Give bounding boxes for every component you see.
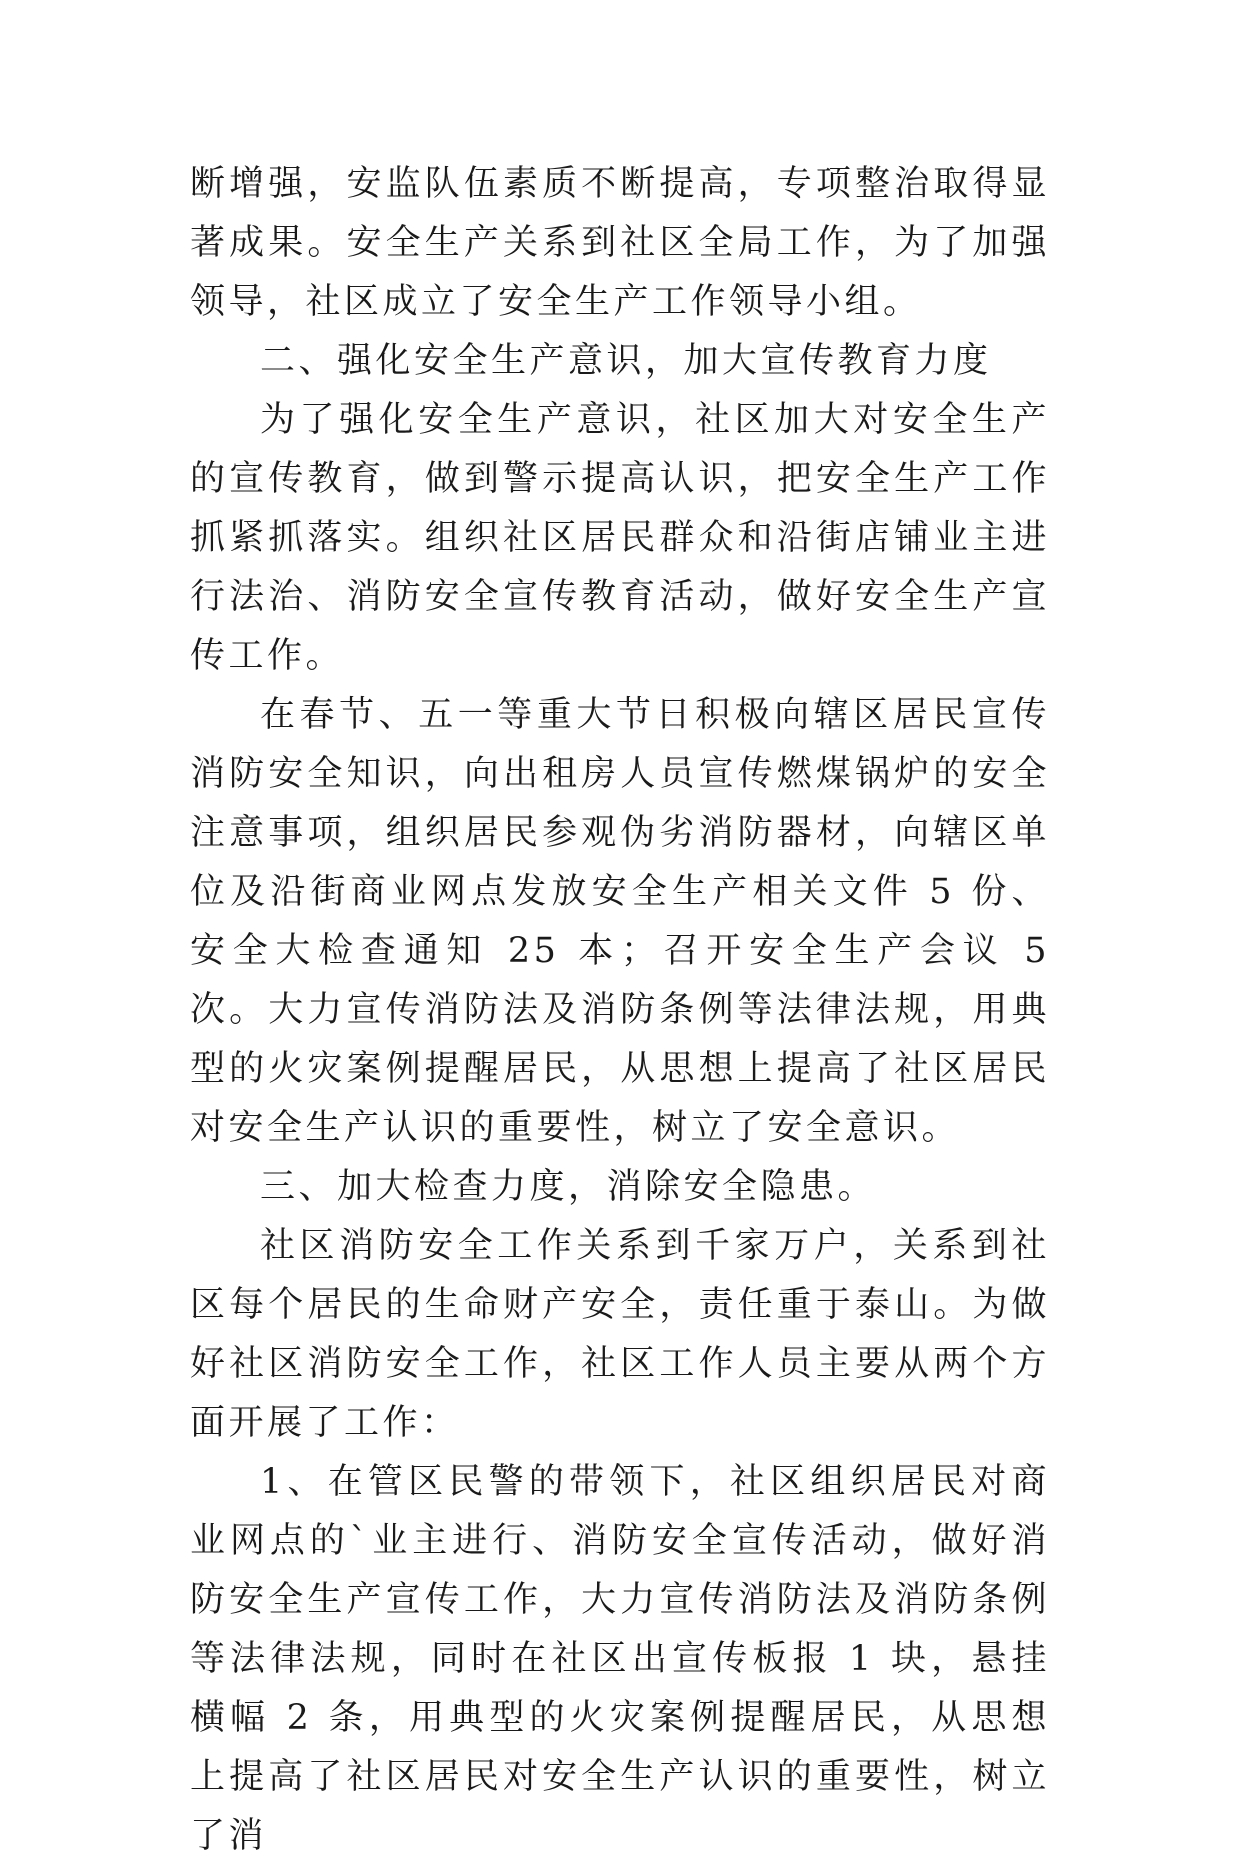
paragraph-7: 1、在管区民警的带领下，社区组织居民对商业网点的`业主进行、消防安全宣传活动，做好消防安全生产宣传工作，大力宣传消防法及消防条例等法律法规，同时在社区出宣传板报 1 块，悬挂横幅 2 条，用典型的火灾案例提醒居民，从思想上提高了社区居民对安全生产认识的重要性，树立了消 <box>190 1462 1050 1856</box>
section-heading-2: 二、强化安全生产意识，加大宣传教育力度 <box>260 341 992 381</box>
paragraph-6: 社区消防安全工作关系到千家万户，关系到社区每个居民的生命财产安全，责任重于泰山。为做好社区消防安全工作，社区工作人员主要从两个方面开展了工作： <box>190 1226 1050 1443</box>
paragraph-3: 为了强化安全生产意识，社区加大对安全生产的宣传教育，做到警示提高认识，把安全生产工作抓紧抓落实。组织社区居民群众和沿街店铺业主进行法治、消防安全宣传教育活动，做好安全生产宣传工作。 <box>190 400 1050 676</box>
paragraph-1: 断增强，安监队伍素质不断提高，专项整治取得显著成果。安全生产关系到社区全局工作，为了加强领导，社区成立了安全生产工作领导小组。 <box>190 164 1050 322</box>
document-body <box>190 155 1050 1866</box>
paragraph-4: 在春节、五一等重大节日积极向辖区居民宣传消防安全知识，向出租房人员宣传燃煤锅炉的安全注意事项，组织居民参观伪劣消防器材，向辖区单位及沿街商业网点发放安全生产相关文件 5 份、安全大检查通知 25 本；召开安全生产会议 5 次。大力宣传消防法及消防条例等法律法规，用典型的火灾案例提醒居民，从思想上提高了社区居民对安全生产认识的重要性，树立了安全意识。 <box>190 695 1050 1148</box>
section-heading-3: 三、加大检查力度，消除安全隐患。 <box>260 1167 877 1207</box>
